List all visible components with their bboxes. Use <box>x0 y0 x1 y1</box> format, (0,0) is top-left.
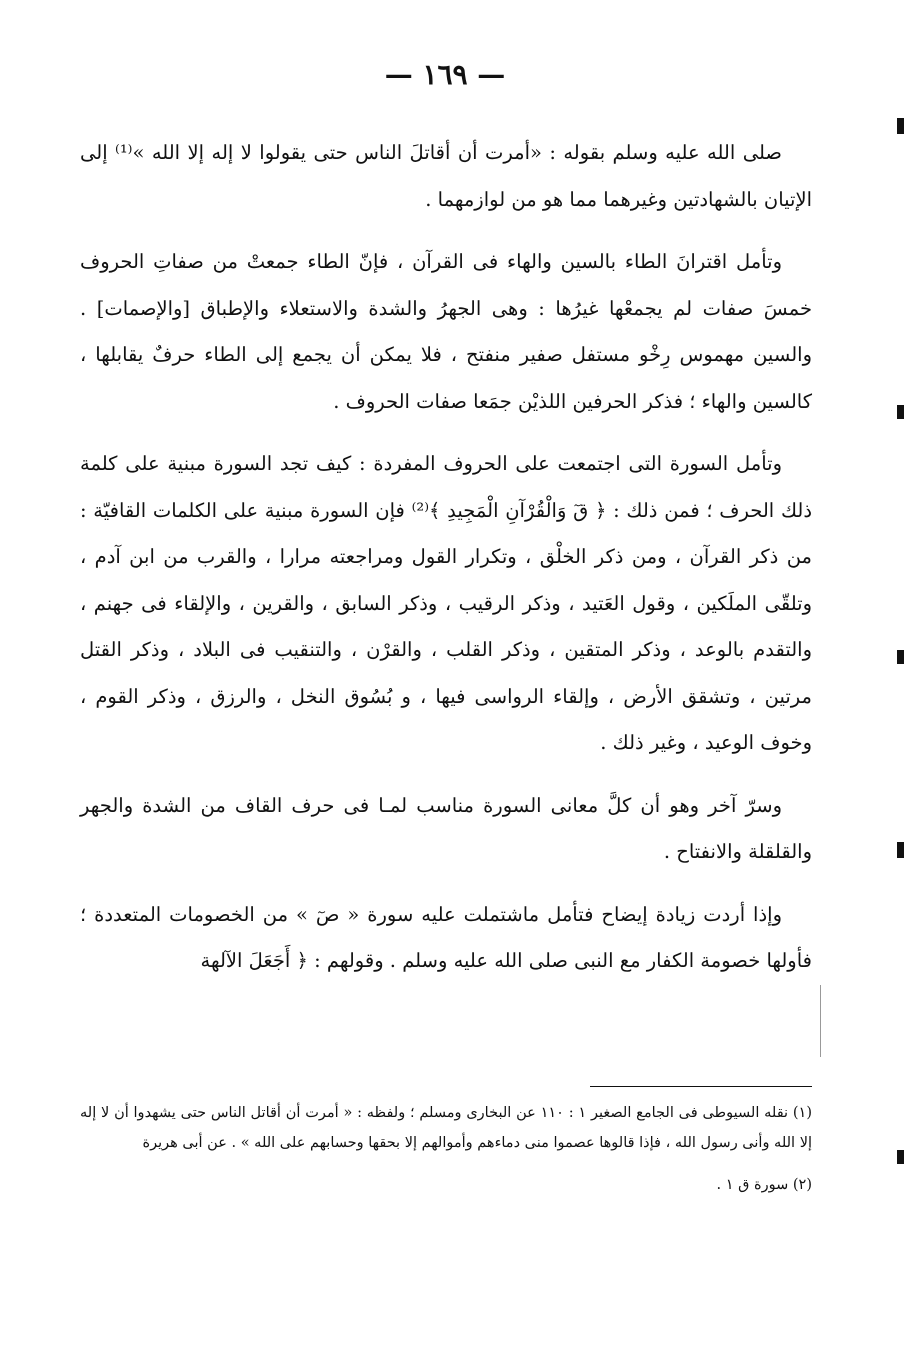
scan-edge-mark <box>897 650 904 664</box>
scan-edge-mark <box>897 842 904 858</box>
footnote: (٢) سورة ق ١ . <box>716 1177 812 1193</box>
paragraph: وتأمل اقترانَ الطاء بالسين والهاء فى القرآن ، فإنّ الطاء جمعتْ من صفاتِ الحروف خمسَ صفات لم يجمعْها غيرُها : وهى الجهرُ والشدة والاستعلاء والإطباق [والإصمات] . والسين مهموس رِخْو مستفل صفير منفتح ، فلا يمكن أن يجمع إلى الطاء حرفٌ يقابلها ، كالسين والهاء ؛ فذكر الحرفين اللذيْن جمَعا صفات الحروف . <box>80 250 812 413</box>
paragraph: وسرّ آخر وهو أن كلَّ معانى السورة مناسب لمـا فى حرف القاف من الشدة والجهر والقلقلة والانفتاح . <box>80 793 812 863</box>
footnote: (١) نقله السيوطى فى الجامع الصغير ١ : ١١٠ عن البخارى ومسلم ؛ ولفظه : « أمرت أن أقاتل الناس حتى يشهدوا أن لا إله إلا الله وأنى رسول الله ، فإذا قالوها عصموا منى دماءهم وأموالهم إلا بحقها وحسابهم على الله » . عن أبى هريرة <box>80 1105 812 1151</box>
page-number: — ١٦٩ — <box>384 58 506 91</box>
scan-edge-mark <box>897 118 904 134</box>
paragraph: وإذا أردت زيادة إيضاح فتأمل ماشتملت عليه سورة « صٓ » من الخصومات المتعددة ؛ فأولها خصومة الكفار مع النبى صلى الله عليه وسلم . وقولهم : ﴿ أَجَعَلَ الآلهة <box>80 902 812 972</box>
paragraph: وتأمل السورة التى اجتمعت على الحروف المفردة : كيف تجد السورة مبنية على كلمة ذلك الحرف ؛ فمن ذلك : ﴿ قٓ وَالْقُرْآنِ الْمَجِيدِ ﴾⁽²⁾ فإن السورة مبنية على الكلمات القافيّة : من ذكر القرآن ، ومن ذكر الخلْق ، وتكرار القول ومراجعته مرارا ، والقرب من ابن آدم ، وتلقّى الملَكين ، وقول العَتيد ، وذكر الرقيب ، وذكر السابق ، والقرين ، والإلقاء فى جهنم ، والتقدم بالوعد ، وذكر المتقين ، وذكر القلب ، والقرْن ، والتنقيب فى البلاد ، وذكر القتل مرتين ، وتشقق الأرض ، وإلقاء الرواسى فيها ، و بُسُوق النخل ، والرزق ، وذكر القوم ، وخوف الوعيد ، وغير ذلك . <box>80 452 812 754</box>
paragraph: صلى الله عليه وسلم بقوله : «أمرت أن أقاتلَ الناس حتى يقولوا لا إله إلا الله »⁽¹⁾ إلى الإتيان بالشهادتين وغيرهما مما هو من لوازمهما . <box>80 141 812 211</box>
main-text <box>80 130 812 985</box>
scan-edge-mark <box>897 405 904 419</box>
footnotes <box>80 1098 812 1212</box>
footnote-separator <box>590 1086 812 1087</box>
margin-rule <box>820 985 821 1057</box>
scan-edge-mark <box>897 1150 904 1164</box>
